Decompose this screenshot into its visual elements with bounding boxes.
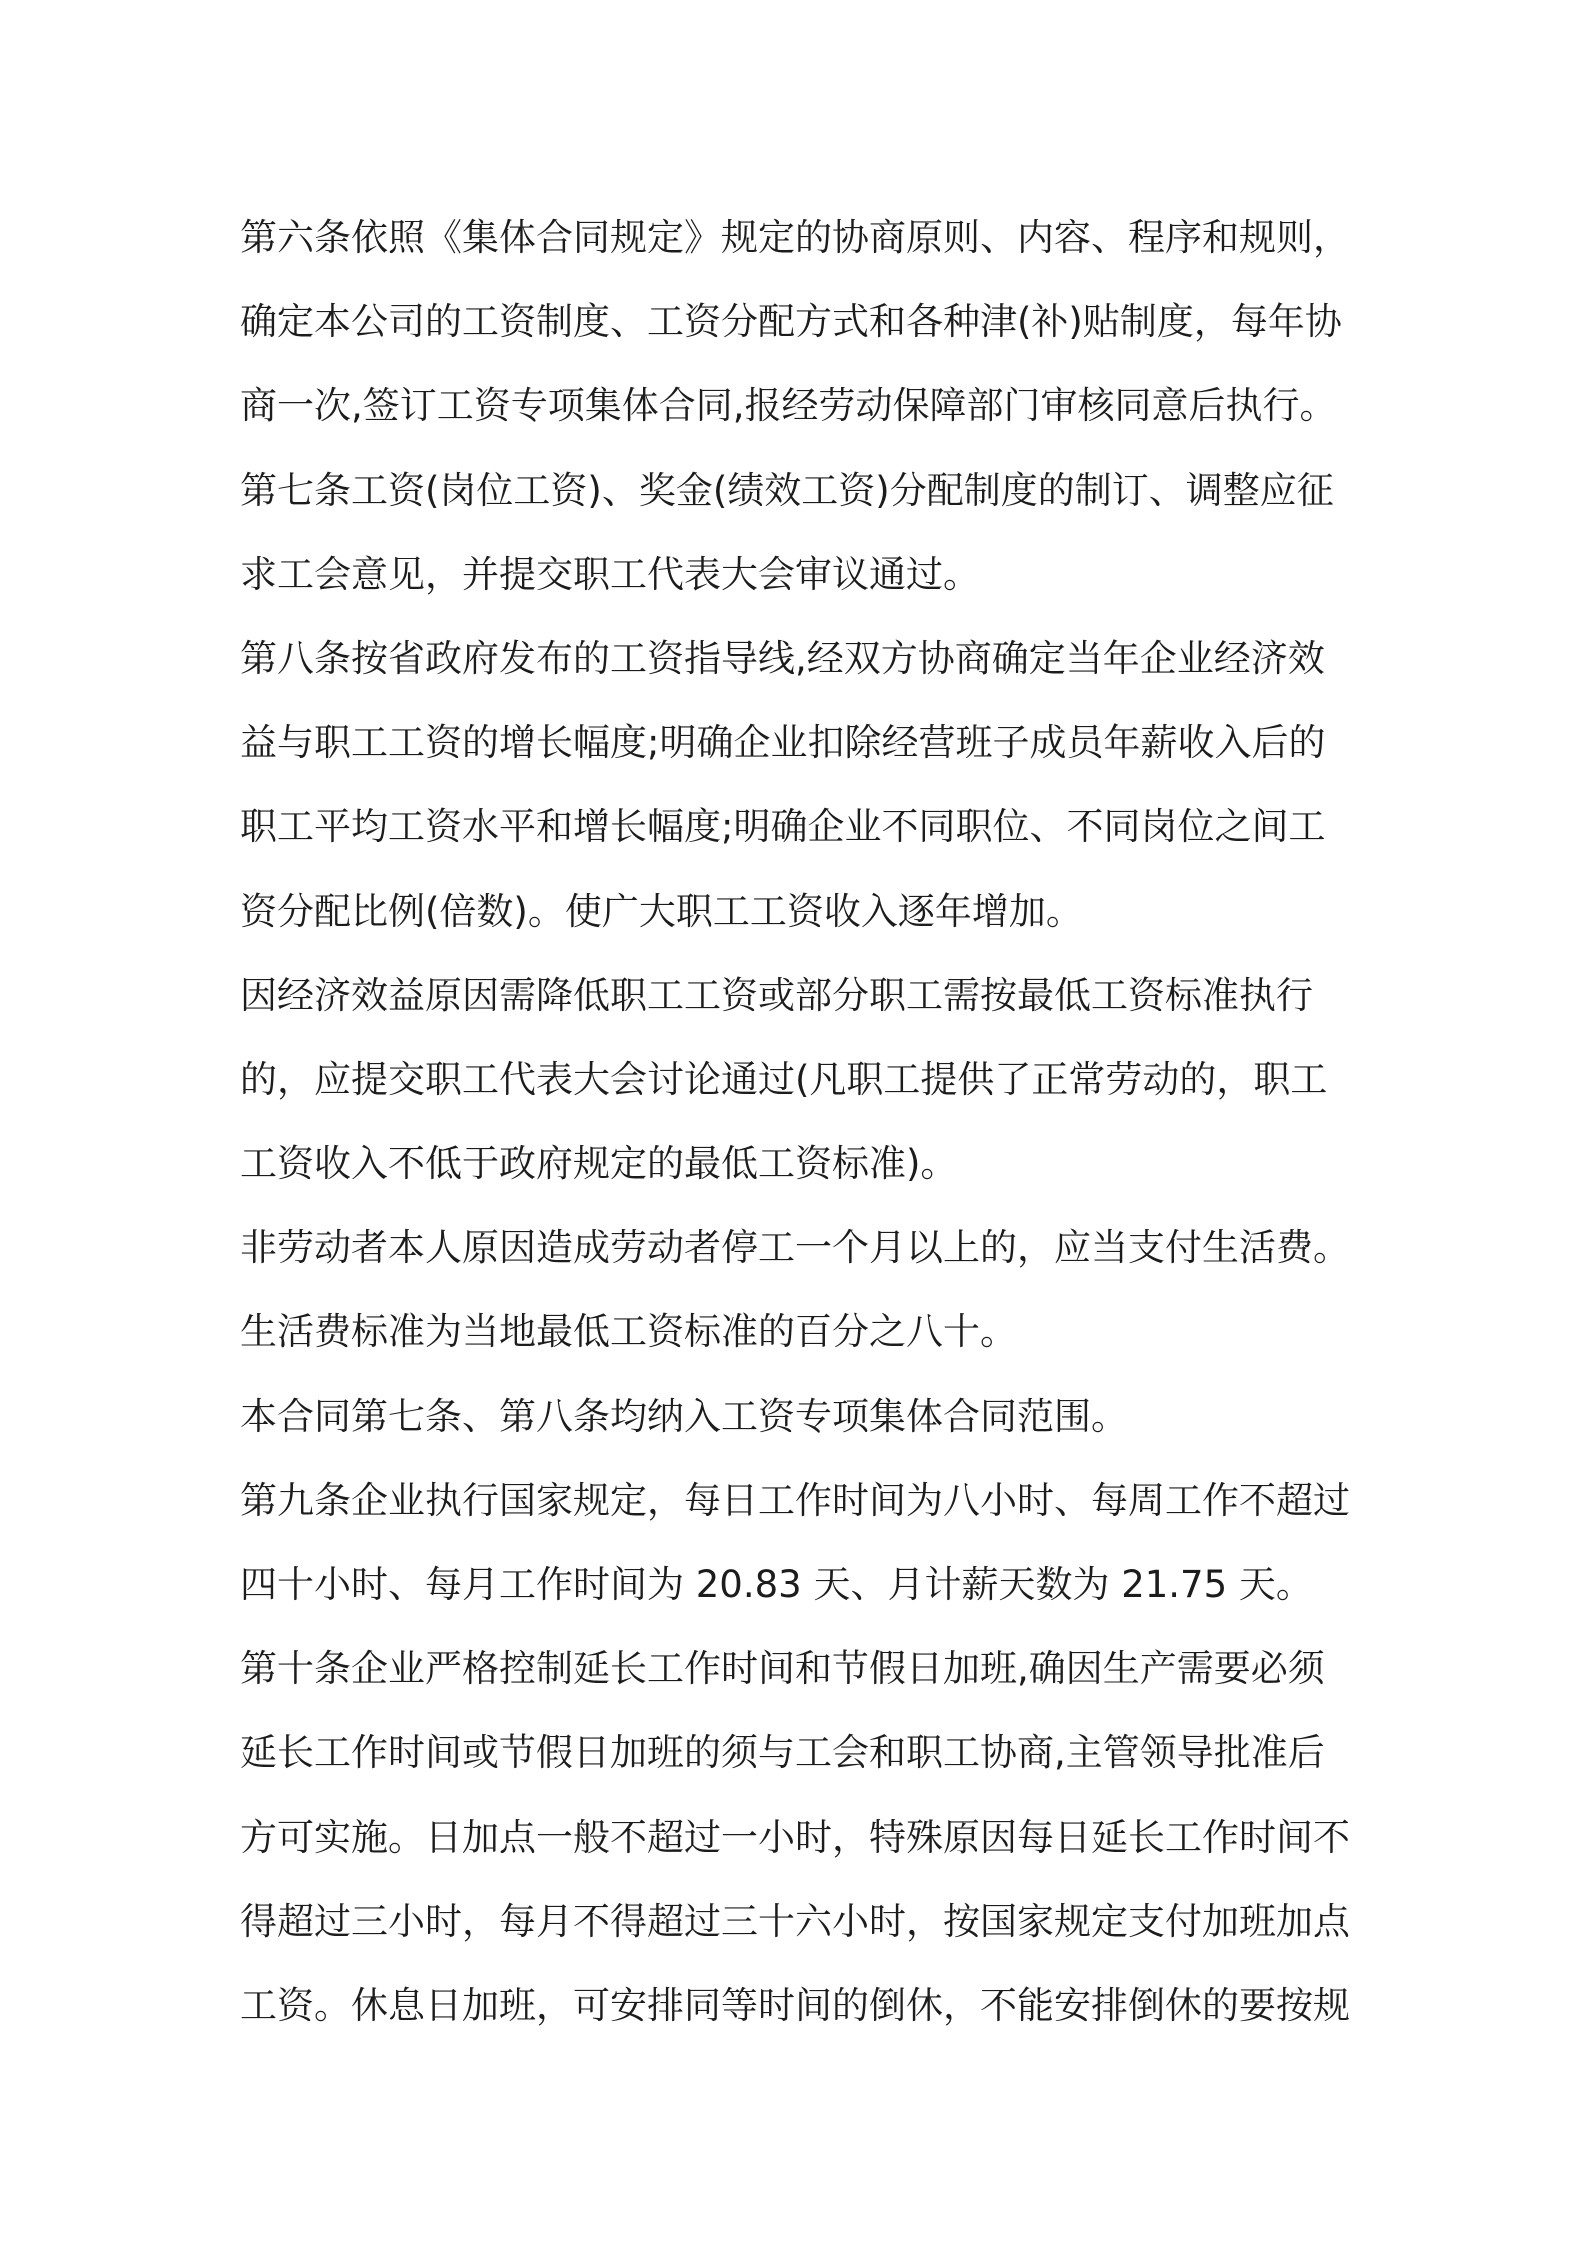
text-line: 工资。休息日加班，可安排同等时间的倒休，不能安排倒休的要按规 <box>240 1983 1350 2027</box>
text-line: 的，应提交职工代表大会讨论通过(凡职工提供了正常劳动的，职工 <box>240 1057 1328 1101</box>
text-line: 第八条按省政府发布的工资指导线,经双方协商确定当年企业经济效 <box>240 636 1325 680</box>
text-line: 本合同第七条、第八条均纳入工资专项集体合同范围。 <box>240 1394 1128 1438</box>
text-line: 益与职工工资的增长幅度;明确企业扣除经营班子成员年薪收入后的 <box>240 721 1326 765</box>
text-line: 延长工作时间或节假日加班的须与工会和职工协商,主管领导批准后 <box>240 1731 1325 1775</box>
text-line: 得超过三小时，每月不得超过三十六小时，按国家规定支付加班加点 <box>240 1899 1350 1943</box>
text-line: 因经济效益原因需降低职工工资或部分职工需按最低工资标准执行 <box>240 973 1313 1017</box>
text-line: 第九条企业执行国家规定，每日工作时间为八小时、每周工作不超过 <box>240 1478 1350 1522</box>
text-line: 求工会意见，并提交职工代表大会审议通过。 <box>240 552 980 596</box>
text-line: 资分配比例(倍数)。使广大职工工资收入逐年增加。 <box>240 889 1083 933</box>
text-line: 四十小时、每月工作时间为 20.83 天、月计薪天数为 21.75 天。 <box>240 1563 1313 1606</box>
text-line: 方可实施。日加点一般不超过一小时，特殊原因每日延长工作时间不 <box>240 1815 1350 1859</box>
text-line: 商一次,签订工资专项集体合同,报经劳动保障部门审核同意后执行。 <box>240 384 1337 428</box>
text-line: 第七条工资(岗位工资)、奖金(绩效工资)分配制度的制订、调整应征 <box>240 468 1334 512</box>
document-body <box>240 196 1360 2048</box>
text-line: 非劳动者本人原因造成劳动者停工一个月以上的，应当支付生活费。 <box>240 1226 1350 1270</box>
text-line: 第十条企业严格控制延长工作时间和节假日加班,确因生产需要必须 <box>240 1647 1325 1691</box>
text-line: 生活费标准为当地最低工资标准的百分之八十。 <box>240 1310 1017 1354</box>
text-line: 工资收入不低于政府规定的最低工资标准)。 <box>240 1142 958 1186</box>
text-line: 职工平均工资水平和增长幅度;明确企业不同职位、不同岗位之间工 <box>240 805 1326 849</box>
text-line: 确定本公司的工资制度、工资分配方式和各种津(补)贴制度，每年协 <box>240 300 1342 344</box>
text-line: 第六条依照《集体合同规定》规定的协商原则、内容、程序和规则， <box>240 216 1350 259</box>
